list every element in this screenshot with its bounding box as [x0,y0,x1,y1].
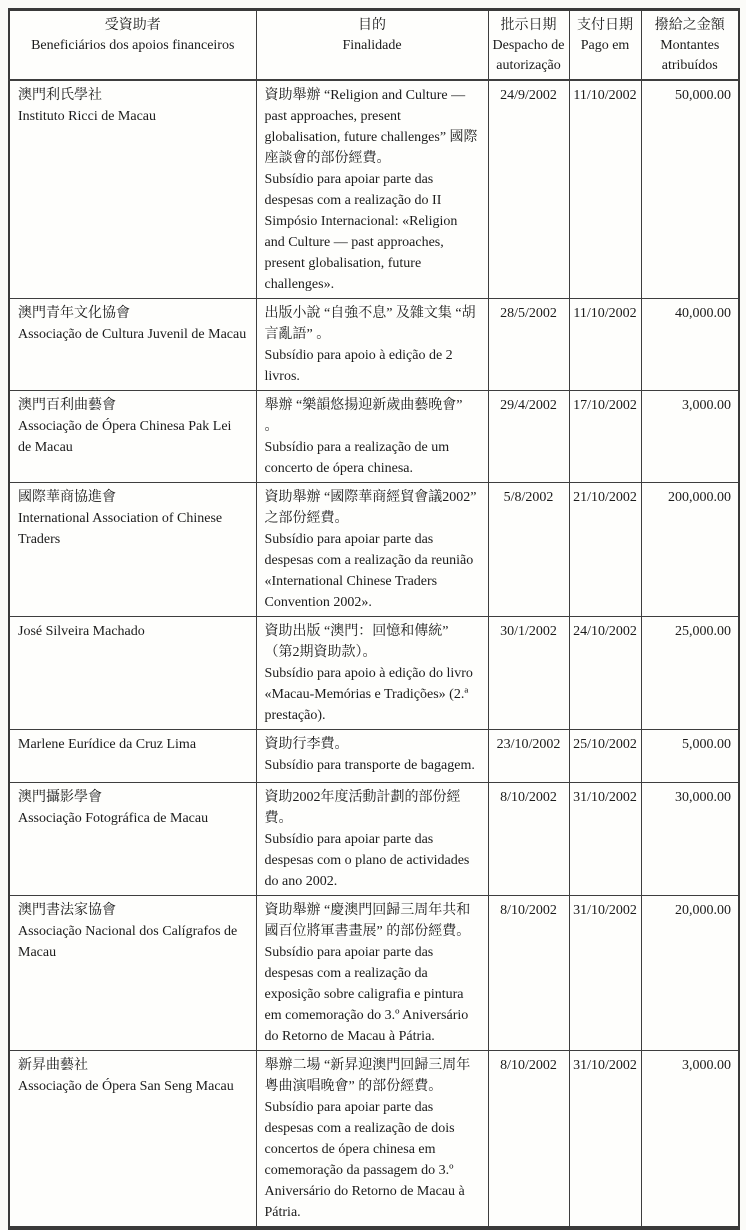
authorization-date-cell: 29/4/2002 [488,391,569,483]
table-row [9,80,739,299]
beneficiary-cell [9,80,256,299]
purpose-text-zh: 舉辦 “樂韻悠揚迎新歲曲藝晚會” 。 [264,398,463,434]
beneficiary-name-zh: 新昇曲藝社 [18,1058,88,1073]
purpose-cell [256,730,488,783]
col-header-amount-zh: 撥給之金額 [654,18,725,33]
table-row [9,896,739,1051]
authorization-date-cell: 8/10/2002 [488,783,569,896]
beneficiary-name-zh: 澳門書法家協會 [18,903,116,918]
col-header-payment-date-zh: 支付日期 [577,18,633,33]
col-header-amount [641,10,739,81]
amount-cell: 30,000.00 [641,783,739,896]
purpose-cell [256,391,488,483]
table-row [9,617,739,730]
purpose-text-zh: 資助2002年度活動計劃的部份經費。 [264,790,461,826]
purpose-text-latin: Subsídio para apoio à edição do livro «Macau-Memórias e Tradições» (2.ª prestação). [264,666,473,723]
purpose-text-latin: Subsídio para apoiar parte das despesas com a realização de dois concertos de ópera chinesa em comemoração da passagem do 3.º Aniversário do Retorno de Macau à Pátria. [264,1100,465,1220]
col-header-payment-date-latin: Pago em [580,38,630,53]
purpose-cell [256,299,488,391]
purpose-text-latin: Subsídio para a realização de um concerto de ópera chinesa. [264,440,450,476]
authorization-date-cell: 28/5/2002 [488,299,569,391]
amount-cell: 40,000.00 [641,299,739,391]
payment-date-cell: 31/10/2002 [569,1051,641,1229]
payment-date-cell: 31/10/2002 [569,896,641,1051]
purpose-cell [256,483,488,617]
col-header-beneficiary-zh: 受資助者 [104,18,161,33]
purpose-text-latin: Subsídio para apoiar parte das despesas com o plano de actividades do ano 2002. [264,832,470,889]
col-header-purpose [256,10,488,81]
table-row [9,483,739,617]
col-header-authorization-date-zh: 批示日期 [500,18,557,33]
beneficiary-name-latin: Associação de Ópera San Seng Macau [18,1079,234,1094]
purpose-text-latin: Subsídio para apoio à edição de 2 livros. [264,348,453,384]
subsidies-table [8,8,740,1230]
amount-cell: 50,000.00 [641,80,739,299]
purpose-text-latin: Subsídio para apoiar parte das despesas com a realização da reunião «International Chinese Traders Convention 2002». [264,532,474,610]
amount-cell: 5,000.00 [641,730,739,783]
purpose-text-latin: Subsídio para apoiar parte das despesas com a realização da exposição sobre caligrafia e pintura em comemoração do 3.º Aniversário do Retorno de Macau à Pátria. [264,945,469,1044]
amount-cell: 3,000.00 [641,391,739,483]
authorization-date-cell: 5/8/2002 [488,483,569,617]
table-row [9,730,739,783]
beneficiary-name-zh: 澳門百利曲藝會 [18,398,116,413]
authorization-date-cell: 8/10/2002 [488,1051,569,1229]
col-header-amount-latin: Montantes atribuídos [660,38,720,73]
amount-cell: 200,000.00 [641,483,739,617]
purpose-text-zh: 資助行李費。 [264,737,349,752]
header-row [9,10,739,81]
beneficiary-name-latin: Associação de Cultura Juvenil de Macau [18,327,247,342]
beneficiary-cell [9,483,256,617]
purpose-cell [256,896,488,1051]
beneficiary-name-latin: Associação de Ópera Chinesa Pak Lei de Macau [18,419,232,455]
col-header-purpose-zh: 目的 [358,18,386,33]
beneficiary-name-latin: Instituto Ricci de Macau [18,109,157,124]
payment-date-cell: 11/10/2002 [569,299,641,391]
payment-date-cell: 25/10/2002 [569,730,641,783]
beneficiary-name-latin: Marlene Eurídice da Cruz Lima [18,737,197,752]
beneficiary-name-zh: 澳門青年文化協會 [18,306,130,321]
col-header-authorization-date [488,10,569,81]
purpose-text-zh: 出版小說 “自強不息” 及雜文集 “胡言亂語” 。 [264,306,476,342]
payment-date-cell: 17/10/2002 [569,391,641,483]
amount-cell: 20,000.00 [641,896,739,1051]
payment-date-cell: 31/10/2002 [569,783,641,896]
table-row [9,1051,739,1229]
purpose-text-zh: 資助舉辦 “Religion and Culture — past approaches, present globalisation, future challenges” 國際座談會的部份經費。 [264,88,478,166]
col-header-purpose-latin: Finalidade [342,38,402,53]
payment-date-cell: 21/10/2002 [569,483,641,617]
beneficiary-cell [9,783,256,896]
table-row [9,391,739,483]
col-header-beneficiary [9,10,256,81]
beneficiary-name-zh: 澳門攝影學會 [18,790,102,805]
purpose-text-latin: Subsídio para transporte de bagagem. [264,758,475,773]
purpose-cell [256,80,488,299]
purpose-text-zh: 資助舉辦 “國際華商經貿會議2002” 之部份經費。 [264,490,477,526]
amount-cell: 25,000.00 [641,617,739,730]
table-row [9,299,739,391]
purpose-text-zh: 資助出版 “澳門：回憶和傳統” （第2期資助款）。 [264,624,449,660]
table-row [9,783,739,896]
purpose-cell [256,1051,488,1229]
purpose-text-latin: Subsídio para apoiar parte das despesas com a realização do II Simpósio Internacional: «Religion and Culture — past approaches, present globalisation, future challenges». [264,172,458,292]
col-header-authorization-date-latin: Despacho de autorização [492,38,565,73]
purpose-text-zh: 資助舉辦 “慶澳門回歸三周年共和國百位將軍書畫展” 的部份經費。 [264,903,471,939]
purpose-text-zh: 舉辦二場 “新昇迎澳門回歸三周年粵曲演唱晚會” 的部份經費。 [264,1058,471,1094]
beneficiary-cell [9,617,256,730]
beneficiary-cell [9,730,256,783]
col-header-payment-date [569,10,641,81]
payment-date-cell: 11/10/2002 [569,80,641,299]
beneficiary-name-latin: Associação Fotográfica de Macau [18,811,209,826]
beneficiary-name-zh: 澳門利氏學社 [18,88,102,103]
authorization-date-cell: 23/10/2002 [488,730,569,783]
beneficiary-name-latin: Associação Nacional dos Calígrafos de Macau [18,924,238,960]
beneficiary-cell [9,1051,256,1229]
amount-cell: 3,000.00 [641,1051,739,1229]
authorization-date-cell: 8/10/2002 [488,896,569,1051]
beneficiary-name-latin: José Silveira Machado [18,624,145,639]
col-header-beneficiary-latin: Beneficiários dos apoios financeiros [31,38,235,53]
authorization-date-cell: 30/1/2002 [488,617,569,730]
purpose-cell [256,617,488,730]
beneficiary-cell [9,391,256,483]
beneficiary-cell [9,299,256,391]
beneficiary-cell [9,896,256,1051]
beneficiary-name-zh: 國際華商協進會 [18,490,116,505]
authorization-date-cell: 24/9/2002 [488,80,569,299]
purpose-cell [256,783,488,896]
payment-date-cell: 24/10/2002 [569,617,641,730]
beneficiary-name-latin: International Association of Chinese Traders [18,511,223,547]
